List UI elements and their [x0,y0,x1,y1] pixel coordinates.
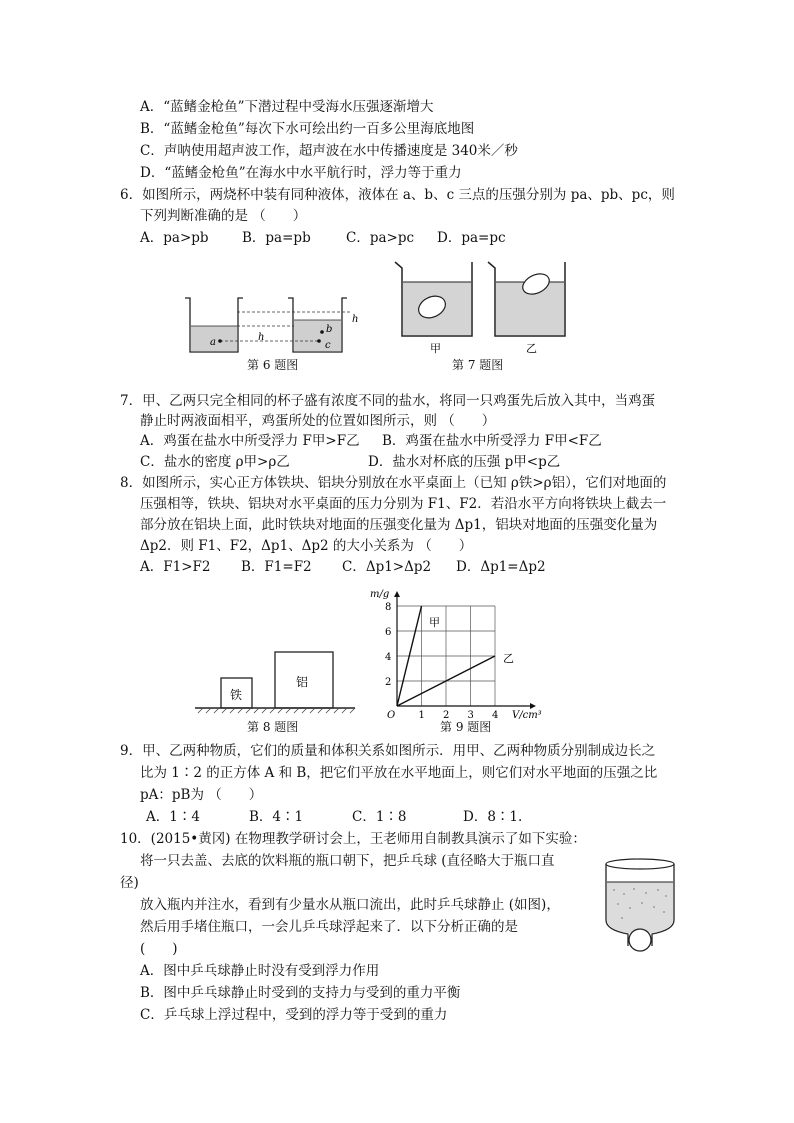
chart-ylabel: m/g [370,589,390,600]
q10-option-b: B．图中乒乓球静止时受到的支持力与受到的重力平衡 [140,985,461,1001]
x-tick-label: 3 [467,710,474,720]
bottle-rim [606,859,674,869]
chart-origin: O [387,710,396,720]
q10-option-c: C．乒乓球上浮过程中，受到的浮力等于受到的重力 [140,1007,448,1023]
q8-option-b: B．F1=F2 [241,559,312,575]
x-tick-label: 4 [492,710,499,720]
cup-yi [488,262,565,336]
chart-grid [397,606,495,706]
q8-option-d: D．Δp1=Δp2 [456,559,546,575]
figure-9-chart [365,585,550,720]
q9-option-a: A．1∶4 [146,809,200,825]
beaker-right [288,298,347,352]
label-b: b [326,324,333,335]
q9-stem-line3: pA：pB为 （ ） [140,787,263,803]
q7-option-c: C．盐水的密度 ρ甲>ρ乙 [140,454,290,470]
series-label-yi: 乙 [503,652,514,665]
q5-option-c: C．声呐使用超声波工作，超声波在水中传播速度是 340米／秒 [140,143,518,159]
q7-option-a: A．鸡蛋在盐水中所受浮力 F甲>F乙 [140,433,360,449]
q8-option-a: A．F1>F2 [140,559,211,575]
x-tick-label: 1 [418,710,425,720]
label-h-left: h [258,332,265,343]
q9-stem-line2: 比为 1∶2 的正方体 A 和 B，把它们平放在水平地面上，则它们对水平地面的压强之比 [140,765,658,781]
label-yi: 乙 [526,342,537,355]
q5-option-d: D．“蓝鳍金枪鱼”在海水中水平航行时，浮力等于重力 [140,165,462,181]
chart-ticks [385,602,498,720]
x-tick-label: 2 [443,710,450,720]
label-c: c [325,340,331,351]
q10-stem-line5: 然后用手堵住瓶口，一会儿乒乓球浮起来了．以下分析正确的是 [140,919,518,935]
q5-option-a: A．“蓝鳍金枪鱼”下潜过程中受海水压强逐渐增大 [140,99,434,115]
q8-stem-line3: 部分放在铝块上面，此时铁块对地面的压强变化量为 Δp1，铝块对地面的压强变化量为 [140,517,658,533]
fig9-caption: 第 9 题图 [440,720,492,734]
q5-option-b: B．“蓝鳍金枪鱼”每次下水可绘出约一百多公里海底地图 [140,121,475,137]
label-a: a [210,337,216,348]
q8-option-c: C．Δp1>Δp2 [342,559,432,575]
q7-option-d: D．盐水对杯底的压强 p甲<p乙 [368,454,561,470]
chart-xlabel: V/cm³ [512,710,542,720]
q7-stem-line2: 静止时两液面相平，鸡蛋所处的位置如图所示，则 （ ） [140,413,496,429]
q10-option-a: A．图中乒乓球静止时没有受到浮力作用 [140,963,380,979]
q9-option-b: B．4∶1 [249,809,304,825]
q9-option-d: D．8∶1. [463,809,523,825]
q7-stem-line1: 7．甲、乙两只完全相同的杯子盛有浓度不同的盐水，将同一只鸡蛋先后放入其中，当鸡蛋 [120,393,656,409]
q6-stem-line2: 下列判断准确的是 （ ） [140,208,307,224]
liquid-right [294,320,341,351]
q6-option-d: D．pa=pc [437,230,506,246]
label-iron: 铁 [230,688,243,702]
figure-7 [390,256,580,356]
q6-option-a: A．pa>pb [140,230,209,246]
series-label-jia: 甲 [429,616,440,629]
figure-8 [190,640,360,718]
q8-stem-line1: 8．如图所示，实心正方体铁块、铝块分别放在水平桌面上（已知 ρ铁>ρ铝），它们对地面的 [120,475,667,491]
y-tick-label: 4 [385,652,392,663]
label-h-right: h [352,314,359,325]
q10-stem-line1: 10．(2015•黄冈) 在物理教学研讨会上，王老师用自制教具演示了如下实验： [120,831,586,847]
point-a [218,339,222,343]
cup-jia [395,262,472,336]
q6-stem-line1: 6．如图所示，两烧杯中装有同种液体，液体在 a、b、c 三点的压强分别为 pa、pb、pc，则 [120,187,675,203]
q9-stem-line1: 9．甲、乙两种物质，它们的质量和体积关系如图所示．用甲、乙两种物质分别制成边长之 [120,743,656,759]
q8-stem-line4: Δp2．则 F1、F2，Δp1、Δp2 的大小关系为 （ ） [140,538,473,554]
chart-axes [394,591,536,709]
label-jia: 甲 [430,342,441,355]
q10-stem-line4: 放入瓶内并注水，看到有少量水从瓶口流出，此时乒乓球静止 (如图)， [140,897,560,913]
bottle-water [607,882,673,933]
fig7-caption: 第 7 题图 [452,358,504,372]
y-tick-label: 6 [385,627,392,638]
q7-option-b: B．鸡蛋在盐水中所受浮力 F甲<F乙 [382,433,602,449]
q6-option-c: C．pa>pc [346,230,415,246]
label-aluminum: 铝 [296,675,309,689]
q10-stem-line2: 将一只去盖、去底的饮料瓶的瓶口朝下，把乒乓球 (直径略大于瓶口直 [140,853,555,869]
ping-pong-ball [629,929,651,951]
q10-stem-line3: 径) [120,875,139,891]
q6-option-b: B．pa=pb [242,230,311,246]
point-b [320,330,324,334]
fig6-caption: 第 6 题图 [247,358,299,372]
q8-stem-line2: 压强相等，铁块、铝块对水平桌面的压力分别为 F1、F2．若沿水平方向将铁块上截去一 [140,496,667,512]
figure-10-bottle [600,856,680,966]
point-c [317,339,321,343]
q9-option-c: C．1∶8 [352,809,407,825]
q10-stem-line6: ( ) [140,941,178,957]
fig8-caption: 第 8 题图 [247,720,299,734]
y-tick-label: 8 [385,602,392,613]
y-tick-label: 2 [385,677,392,688]
